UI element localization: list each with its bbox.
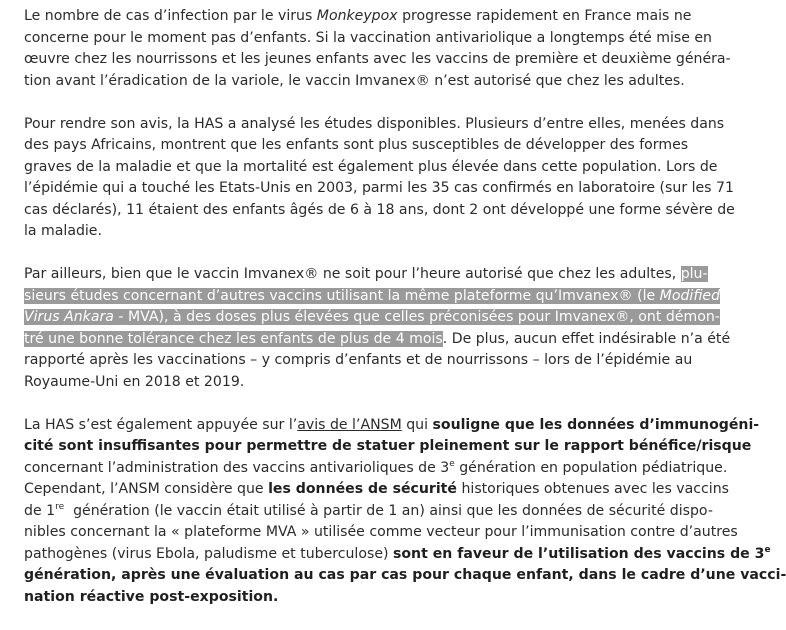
superscript: e: [449, 458, 455, 469]
text-line: œuvre chez les nourrissons et les jeunes enfants avec les vaccins de première et deuxième généra-: [24, 51, 731, 67]
bold-text: génération, après une évaluation au cas par cas pour chaque enfant, dans le cadre d’une vacci-: [24, 567, 786, 583]
paragraph-mva: [24, 264, 731, 393]
text-line: [24, 307, 720, 329]
text-span: progresse rapidement en France mais ne: [397, 8, 692, 24]
text-line: la maladie.: [24, 223, 102, 239]
text-line: [24, 501, 714, 523]
highlighted-selection[interactable]: tré une bonne tolérance chez les enfants de plus de 4 mois: [24, 330, 443, 347]
text-line: [24, 458, 728, 480]
text-line: [24, 479, 729, 501]
italic-text: Virus Ankara: [24, 309, 114, 325]
text-span: sont en faveur de l’utilisation des vaccins de 3: [392, 545, 765, 562]
ansm-opinion-link[interactable]: avis de l’ANSM: [297, 416, 402, 433]
text-line: Royaume-Uni en 2018 et 2019.: [24, 373, 245, 390]
bold-text: [393, 546, 771, 562]
text-line: rapporté après les vaccinations – y compris d’enfants et de nourrissons – lors de l’épidémie au: [24, 352, 693, 368]
text-span: qui: [401, 416, 433, 433]
bold-text: cité sont insuffisantes pour permettre de statuer pleinement sur le rapport bénéfice/risque: [24, 438, 752, 454]
text-line: des pays Africains, montrent que les enfants sont plus susceptibles de développer des formes: [24, 137, 689, 153]
italic-text: Modified: [659, 287, 721, 304]
superscript: re: [55, 501, 65, 512]
text-line: [24, 544, 771, 566]
paragraph-ansm: [24, 415, 786, 609]
highlighted-selection[interactable]: plu-: [680, 266, 708, 282]
text-span: Cependant, l’ANSM considère que: [24, 481, 269, 497]
highlighted-selection[interactable]: [24, 288, 720, 304]
text-line: nibles concernant la « plateforme MVA » utilisée comme vecteur pour l’immunisation contre d’autres: [24, 524, 738, 540]
text-line: [24, 415, 760, 437]
text-line: graves de la maladie et que la mortalité est également plus élevée dans cette population. Lors de: [24, 158, 718, 175]
text-line: l’épidémie qui a touché les Etats-Unis en 2003, parmi les 35 cas confirmés en laboratoire (sur les 71: [24, 180, 734, 196]
article-body: [24, 6, 786, 630]
text-span: génération en population pédiatrique.: [454, 459, 728, 476]
text-span: concernant l’administration des vaccins antivarioliques de 3: [24, 459, 450, 476]
text-span: génération (le vaccin était utilisé à partir de 1 an) ainsi que les données de sécurité dispo-: [64, 502, 713, 519]
text-line: cas déclarés), 11 étaient des enfants âgés de 6 à 18 ans, dont 2 ont développé une forme sévère de: [24, 201, 735, 218]
superscript: e: [764, 544, 771, 555]
highlighted-selection[interactable]: [24, 309, 720, 325]
text-span: pathogènes (virus Ebola, paludisme et tuberculose): [24, 545, 393, 562]
bold-text: souligne que les données d’immunogéni-: [432, 416, 760, 433]
text-span: La HAS s’est également appuyée sur l’: [24, 416, 298, 433]
text-line: [24, 264, 714, 286]
paragraph-studies: [24, 114, 735, 243]
text-line: Pour rendre son avis, la HAS a analysé les études disponibles. Plusieurs d’entre elles, menées dans: [24, 115, 725, 132]
text-span: historiques obtenues avec les vaccins: [456, 481, 729, 497]
bold-text: les données de sécurité: [268, 481, 457, 497]
text-line: [24, 6, 714, 28]
text-line: concerne pour le moment pas d’enfants. Si la vaccination antivariolique a longtemps été mise en: [24, 29, 712, 46]
text-span: sieurs études concernant d’autres vaccins utilisant la même plateforme qu’Imvanex® (le: [24, 287, 660, 304]
text-line: [24, 436, 752, 458]
text-line: [24, 286, 721, 308]
text-line: [24, 587, 714, 609]
virus-name-italic: Monkeypox: [316, 8, 398, 24]
text-span: . De plus, aucun effet indésirable n’a été: [442, 330, 731, 347]
text-line: tion avant l’éradication de la variole, le vaccin Imvanex® n’est autorisé que chez les adultes.: [24, 72, 685, 89]
paragraph-intro: [24, 6, 731, 92]
text-span: - MVA), à des doses plus élevées que celles préconisées pour Imvanex®, ont démon-: [113, 309, 720, 325]
text-line: [24, 565, 786, 587]
text-line: [24, 329, 731, 351]
text-span: Le nombre de cas d’infection par le virus: [24, 8, 317, 24]
text-span: Par ailleurs, bien que le vaccin Imvanex® ne soit pour l’heure autorisé que chez les adultes,: [24, 266, 681, 282]
text-span: de 1: [24, 502, 56, 519]
bold-text: nation réactive post-exposition.: [24, 588, 279, 605]
